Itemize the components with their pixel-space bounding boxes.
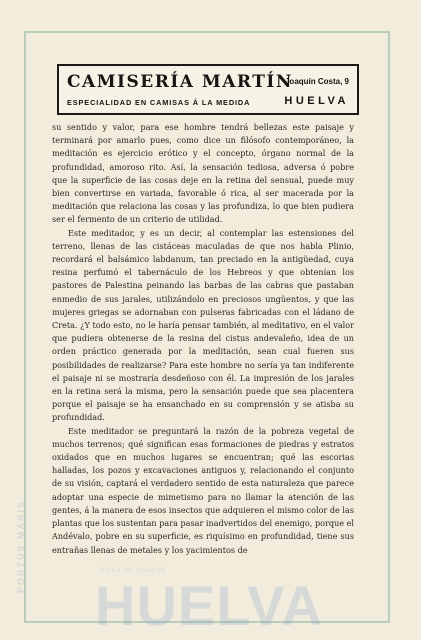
ad-tagline: ESPECIALIDAD EN CAMISAS Á LA MEDIDA xyxy=(67,98,251,107)
watermark-small-text: VILLA DE HUELVA xyxy=(100,568,166,574)
paragraph: su sentido y valor, para ese hombre tendrá bellezas este paisaje y terminará por amarlo pues, como dice un filósofo contemporáneo, la meditación es ejercicio erótico y el concepto, órgano normal de la profundidad, amoroso rito. Así, la sensación tediosa, adversa ó pobre que la superficie de las cosas deje en la retina del sensual, puede muy bien convertirse en variada, favorable ó rica, al ser macerada por la meditación que relaciona las cosas y las profundiza, lo que bien pudiera ser el fermento de un criterio de utilidad. xyxy=(52,122,354,225)
ad-business-name: CAMISERÍA MARTÍN xyxy=(67,72,293,92)
body-text xyxy=(52,121,354,557)
ad-address: Joaquín Costa, 9 xyxy=(284,77,349,86)
ad-city: HUELVA xyxy=(284,95,349,107)
advertisement-box xyxy=(57,64,359,115)
watermark-main-text: HUELVA xyxy=(95,574,323,637)
watermark-arc-text: PORTUS MARIS xyxy=(16,500,26,594)
paragraph: Este meditador se preguntará la razón de la pobreza vegetal de muchos terrenos; qué significan esas formaciones de piedras y estratos oxidados que en muchos lugares se encuentran; qué las escorias halladas, los pozos y excavaciones antiguos y, relacionando el conjunto de su visión, captará el verdadero sentido de esta naturaleza que parece adoptar una especie de mimetismo para no llamar la atención de las gentes, á la manera de esos insectos que adquieren el mismo color de las plantas que los sustentan para pasar inadvertidos del enemigo, porque el Andévalo, pobre en su superficie, es riquísimo en profundidad, tiene sus entrañas llenas de metales y los yacimientos de xyxy=(52,425,355,555)
paragraph: Este meditador, y es un decir, al contemplar las estensiones del terreno, llenas de las cistáceas maculadas de que nos habla Plinio, recordará el balsámico labdanum, tan preciado en la antigüedad, cuya resina perfumó el tabernáculo de los Hebreos y que obtenían los pastores de Palestina peinando las barbas de las cabras que pastaban enmedio de sus jarales, utilizándolo en preciosos ungüentos, y que las mujeres griegas se adornaban con pulseras fabricadas con el ládano de Creta. ¿Y todo esto, no le haría pensar también, al meditativo, en el valor que pudiera obtenerse de la resina del cistus andevaleño, idea de un orden práctico generada por la meditación, sean cual fueren sus posibilidades de realizarse? Para este hombre no sería ya tan indiferente el paisaje ni se mostraría desdeñoso con él. La impresión de los jarales en la retina será la misma, pero la sensación puede que sea placentera porque el paisaje se ha ensanchado en su comprensión y se atisba su profundidad. xyxy=(52,227,354,423)
